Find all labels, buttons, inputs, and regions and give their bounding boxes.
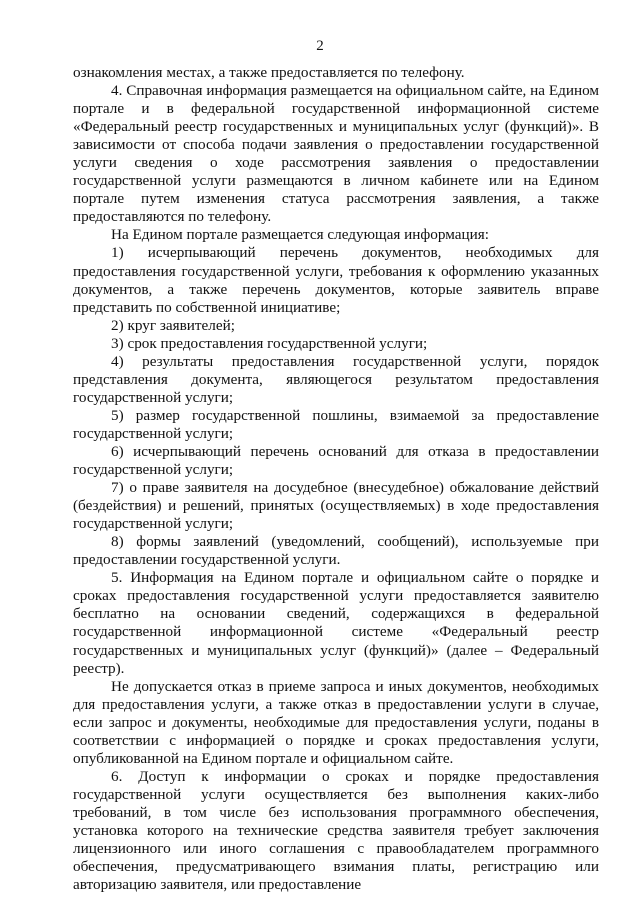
paragraph-refusal-prohibition: Не допускается отказ в приеме запроса и иных документов, необходимых для предоставления услуги, а также отказ в предоставлении услуги в случае, если запрос и документы, необходимые для предоставления услуги, поданы в соответствии с информацией о порядке и сроках предоставления услуги, опубликованной на Едином портале и официальном сайте. — [73, 677, 599, 767]
document-body — [73, 64, 599, 894]
page-number: 2 — [316, 38, 324, 54]
list-item-4: 4) результаты предоставления государственной услуги, порядок представления документа, являющегося результатом предоставления государственной услуги; — [73, 352, 599, 406]
list-item-3: 3) срок предоставления государственной услуги; — [111, 334, 428, 352]
list-item-7: 7) о праве заявителя на досудебное (внесудебное) обжалование действий (бездействия) и решений, принятых (осуществляемых) в ходе предоставления государственной услуги; — [73, 479, 599, 533]
list-item-8: 8) формы заявлений (уведомлений, сообщений), используемые при предоставлении государственной услуги. — [73, 533, 599, 569]
list-item-1: 1) исчерпывающий перечень документов, необходимых для предоставления государственной услуги, требования к оформлению указанных документов, а также перечень документов, которые заявитель вправе представить по собственной инициативе; — [73, 244, 599, 316]
list-item-6: 6) исчерпывающий перечень оснований для отказа в предоставлении государственной услуги; — [73, 442, 599, 479]
paragraph-item-5: 5. Информация на Едином портале и официальном сайте о порядке и сроках предоставления государственной услуги предоставляется заявителю бесплатно на основании сведений, содержащихся в федеральной государственной информационной системе «Федеральный реестр государственных и муниципальных услуг (функций)» (далее – Федеральный реестр). — [73, 569, 599, 677]
list-item-5: 5) размер государственной пошлины, взимаемой за предоставление государственной услуги; — [73, 406, 599, 442]
paragraph-continuation: ознакомления местах, а также предоставляется по телефону. — [73, 64, 465, 81]
paragraph-item-6: 6. Доступ к информации о сроках и порядке предоставления государственной услуги осуществляется без выполнения каких-либо требований, в том числе без использования программного обеспечения, установка которого на технические средства заявителя требует заключения лицензионного или иного соглашения с правообладателем программного обеспечения, предусматривающего взимания платы, регистрацию или авторизацию заявителя, или предоставление — [73, 767, 599, 894]
list-item-2: 2) круг заявителей; — [111, 316, 235, 334]
paragraph-item-4: 4. Справочная информация размещается на официальном сайте, на Едином портале и в федеральной государственной информационной системе «Федеральный реестр государственных и муниципальных услуг (функций)». В зависимости от способа подачи заявления о предоставлении государственной услуги сведения о ходе рассмотрения заявления о предоставлении государственной услуги размещаются в личном кабинете или на Едином портале путем изменения статуса рассмотрения заявления, а также предоставляются по телефону. — [73, 82, 599, 226]
paragraph-portal-info-intro: На Едином портале размещается следующая информация: — [111, 226, 489, 244]
